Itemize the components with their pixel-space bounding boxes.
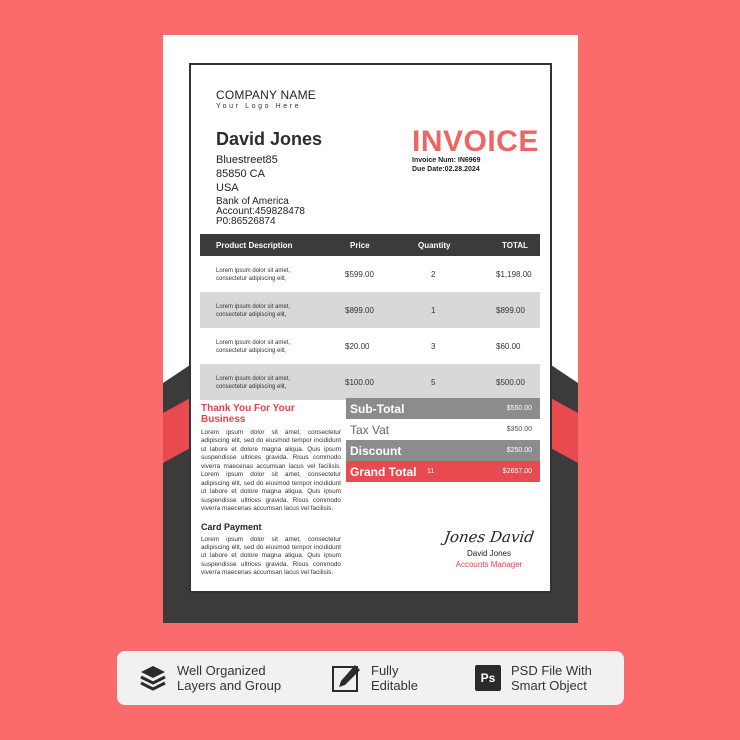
invoice-title: INVOICE bbox=[412, 125, 539, 158]
row-quantity: 3 bbox=[431, 342, 436, 351]
row-description: Lorem ipsum dolor sit amet, consectetur adipiscing elit, bbox=[216, 304, 291, 318]
row-description: Lorem ipsum dolor sit amet, consectetur adipiscing elit, bbox=[216, 268, 291, 282]
row-price: $599.00 bbox=[345, 270, 374, 279]
feature-editable bbox=[331, 663, 418, 693]
totals-block bbox=[346, 398, 540, 482]
features-bar bbox=[117, 651, 624, 705]
client-city: 85850 CA bbox=[216, 168, 265, 180]
feature-layers-line1: Well Organized bbox=[177, 663, 266, 678]
signature-block bbox=[439, 528, 539, 569]
feature-psd-line2: Smart Object bbox=[511, 678, 587, 693]
tax-value: $350.00 bbox=[506, 426, 532, 433]
row-quantity: 2 bbox=[431, 270, 436, 279]
header-description: Product Description bbox=[216, 241, 293, 250]
row-description: Lorem ipsum dolor sit amet, consectetur adipiscing elit, bbox=[216, 376, 291, 390]
row-total: $60.00 bbox=[496, 342, 521, 351]
row-quantity: 1 bbox=[431, 306, 436, 315]
grand-total-label: Grand Total bbox=[350, 465, 417, 479]
invoice-meta bbox=[412, 156, 480, 174]
invoice-number: Invoice Num: IN6969 bbox=[412, 157, 481, 164]
photoshop-icon: Ps bbox=[475, 665, 501, 691]
notes-block bbox=[201, 403, 341, 578]
card-payment-body: Lorem ipsum dolor sit amet, consectetur adipiscing elit, sed do eiusmod tempor incididunt ut labore et dolore magna aliqua. Quis ipsum suspendisse ultrices gravida. Risus commodo viverra maecenas accumsan lacus vel facilisis. bbox=[201, 535, 341, 577]
client-name: David Jones bbox=[216, 129, 323, 149]
row-total: $899.00 bbox=[496, 306, 525, 315]
invoice-due-date: Due Date:02.28.2024 bbox=[412, 166, 480, 173]
feature-psd-line1: PSD File With bbox=[511, 663, 592, 678]
pencil-edit-icon bbox=[331, 663, 361, 693]
table-header bbox=[200, 234, 540, 256]
invoice-sheet bbox=[163, 35, 578, 623]
discount-row bbox=[346, 440, 540, 461]
header-total: TOTAL bbox=[502, 241, 528, 250]
header-price: Price bbox=[350, 241, 370, 250]
signature-name: David Jones bbox=[466, 549, 512, 558]
client-street: Bluestreet85 bbox=[216, 154, 278, 166]
client-account: Account:459828478 bbox=[216, 206, 305, 217]
discount-label: Discount bbox=[350, 444, 402, 458]
tax-label: Tax Vat bbox=[350, 423, 390, 437]
table-row bbox=[200, 328, 540, 364]
feature-psd-text bbox=[511, 663, 592, 693]
row-total: $500.00 bbox=[496, 378, 525, 387]
feature-layers-line2: Layers and Group bbox=[177, 678, 282, 693]
header-quantity: Quantity bbox=[418, 241, 451, 250]
company-tagline: Your Logo Here bbox=[216, 103, 302, 110]
subtotal-value: $550.00 bbox=[506, 405, 532, 412]
row-description: Lorem ipsum dolor sit amet, consectetur adipiscing elit, bbox=[216, 340, 291, 354]
client-block bbox=[216, 129, 322, 227]
thanks-title: Thank You For Your Business bbox=[201, 403, 295, 425]
table-row bbox=[200, 256, 540, 292]
items-table bbox=[200, 234, 540, 400]
table-row bbox=[200, 292, 540, 328]
row-quantity: 5 bbox=[431, 378, 436, 387]
row-total: $1,198.00 bbox=[496, 270, 532, 279]
company-name: COMPANY NAME bbox=[216, 88, 316, 102]
client-po: P0:86526874 bbox=[216, 216, 276, 227]
feature-layers-text bbox=[177, 663, 281, 693]
tax-row bbox=[346, 419, 540, 440]
client-country: USA bbox=[216, 182, 239, 194]
layers-icon bbox=[139, 664, 167, 692]
grand-total-row bbox=[346, 461, 540, 482]
row-price: $899.00 bbox=[345, 306, 374, 315]
signature-script: Jones David bbox=[442, 528, 536, 546]
feature-editable-line2: Editable bbox=[371, 678, 418, 693]
feature-editable-line1: Fully bbox=[371, 663, 399, 678]
discount-value: $250.00 bbox=[506, 447, 532, 454]
card-payment-title: Card Payment bbox=[201, 521, 262, 532]
signature-title: Accounts Manager bbox=[455, 560, 523, 569]
row-price: $20.00 bbox=[345, 342, 370, 351]
grand-total-quantity: 11 bbox=[427, 468, 435, 475]
client-bank: Bank of America bbox=[216, 196, 289, 207]
feature-psd bbox=[475, 663, 592, 693]
subtotal-label: Sub-Total bbox=[350, 402, 405, 416]
feature-editable-text bbox=[371, 663, 418, 693]
thanks-body: Lorem ipsum dolor sit amet, consectetur adipiscing elit, sed do eiusmod tempor incididunt ut labore et dolore magna aliqua. Quis ipsum suspendisse ultrices gravida. Risus commodo viverra maecenas accumsan lacus vel facilisis. Lorem ipsum dolor sit amet, consectetur adipiscing elit, sed do eiusmod tempor incididunt ut labore et dolore magna aliqua. Quis ipsum suspendisse ultrices gravida. Risus commodo viverra maecenas accumsan lacus vel facilisis. bbox=[201, 429, 341, 513]
subtotal-row bbox=[346, 398, 540, 419]
feature-layers bbox=[139, 663, 281, 693]
company-block bbox=[216, 88, 316, 110]
row-price: $100.00 bbox=[345, 378, 374, 387]
invoice-content bbox=[189, 63, 552, 593]
table-row bbox=[200, 364, 540, 400]
grand-total-value: $2657.00 bbox=[502, 468, 532, 475]
